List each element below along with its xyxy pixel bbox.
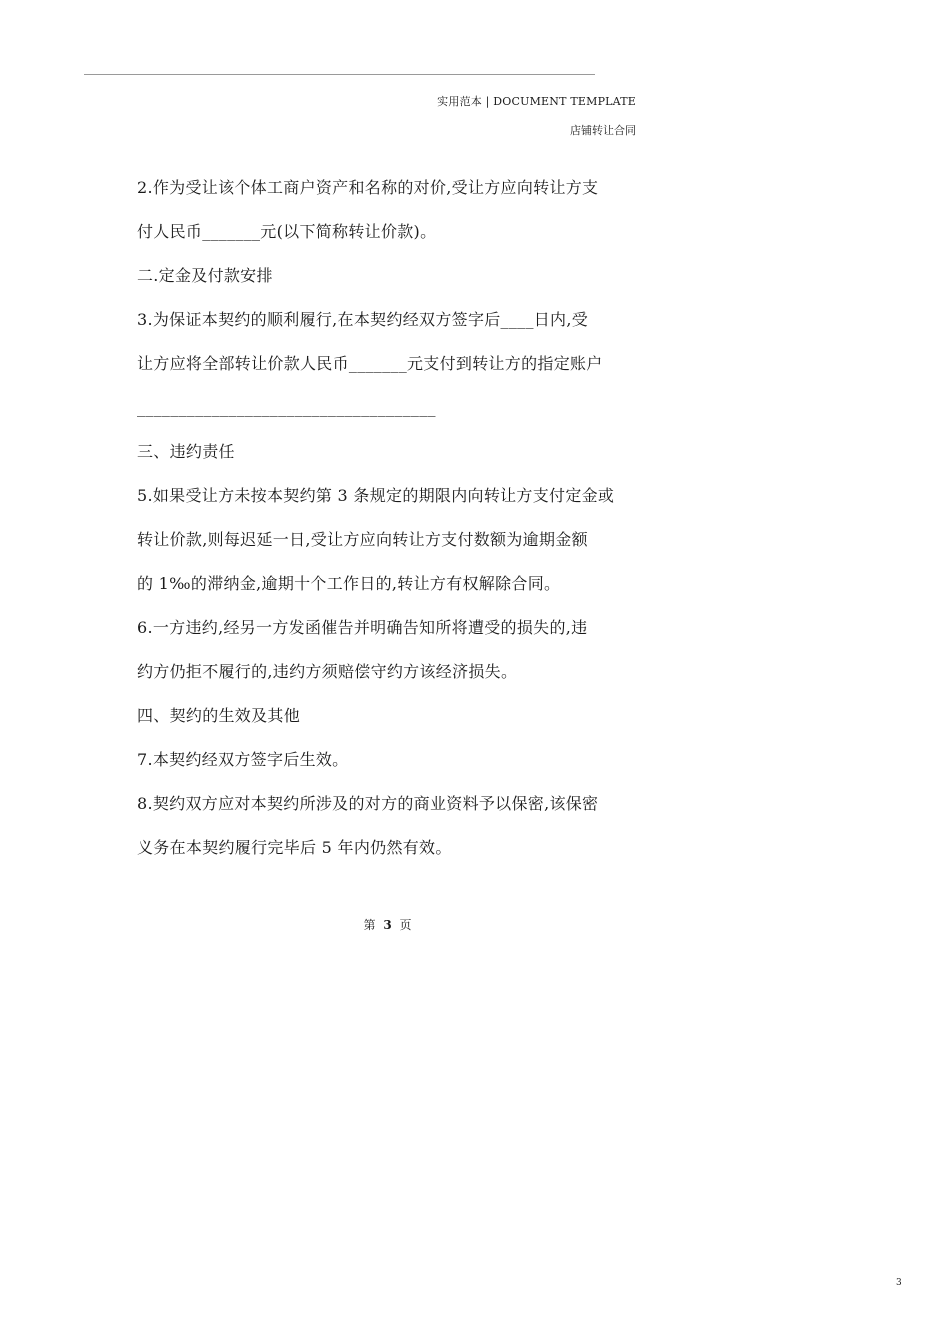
text-line: 让方应将全部转让价款人民币_______元支付到转让方的指定账户 — [137, 354, 603, 373]
document-title: 店铺转让合同 — [570, 124, 636, 137]
text-line: 6.一方违约,经另一方发函催告并明确告知所将遭受的损失的,违 — [137, 618, 588, 637]
header-divider — [84, 74, 595, 75]
text-line: 转让价款,则每迟延一日,受让方应向转让方支付数额为逾期金额 — [137, 530, 588, 549]
page-number-value: 3 — [383, 918, 392, 932]
text-line: 5.如果受让方未按本契约第 3 条规定的期限内向转让方支付定金或 — [137, 486, 615, 505]
text-line: 付人民币_______元(以下简称转让价款)。 — [137, 222, 437, 241]
text-line: 义务在本契约履行完毕后 5 年内仍然有效。 — [137, 838, 452, 857]
page-prefix: 第 — [363, 918, 376, 932]
corner-page-number: 3 — [896, 1278, 902, 1288]
section-heading: 三、违约责任 — [137, 442, 235, 461]
page-suffix: 页 — [399, 918, 412, 932]
text-line: 7.本契约经双方签字后生效。 — [137, 750, 349, 769]
account-blank-line: ____________________________________ — [137, 398, 436, 417]
page-number — [0, 917, 775, 933]
header-brand: 实用范本 | DOCUMENT TEMPLATE — [437, 95, 636, 108]
section-heading: 二.定金及付款安排 — [137, 266, 273, 285]
text-line: 约方仍拒不履行的,违约方须赔偿守约方该经济损失。 — [137, 662, 518, 681]
text-line: 2.作为受让该个体工商户资产和名称的对价,受让方应向转让方支 — [137, 178, 599, 197]
text-line: 的 1‰的滞纳金,逾期十个工作日的,转让方有权解除合同。 — [137, 574, 561, 593]
section-heading: 四、契约的生效及其他 — [137, 706, 301, 725]
contract-body — [137, 166, 647, 870]
text-line: 3.为保证本契约的顺利履行,在本契约经双方签字后____日内,受 — [137, 310, 589, 329]
text-line: 8.契约双方应对本契约所涉及的对方的商业资料予以保密,该保密 — [137, 794, 599, 813]
